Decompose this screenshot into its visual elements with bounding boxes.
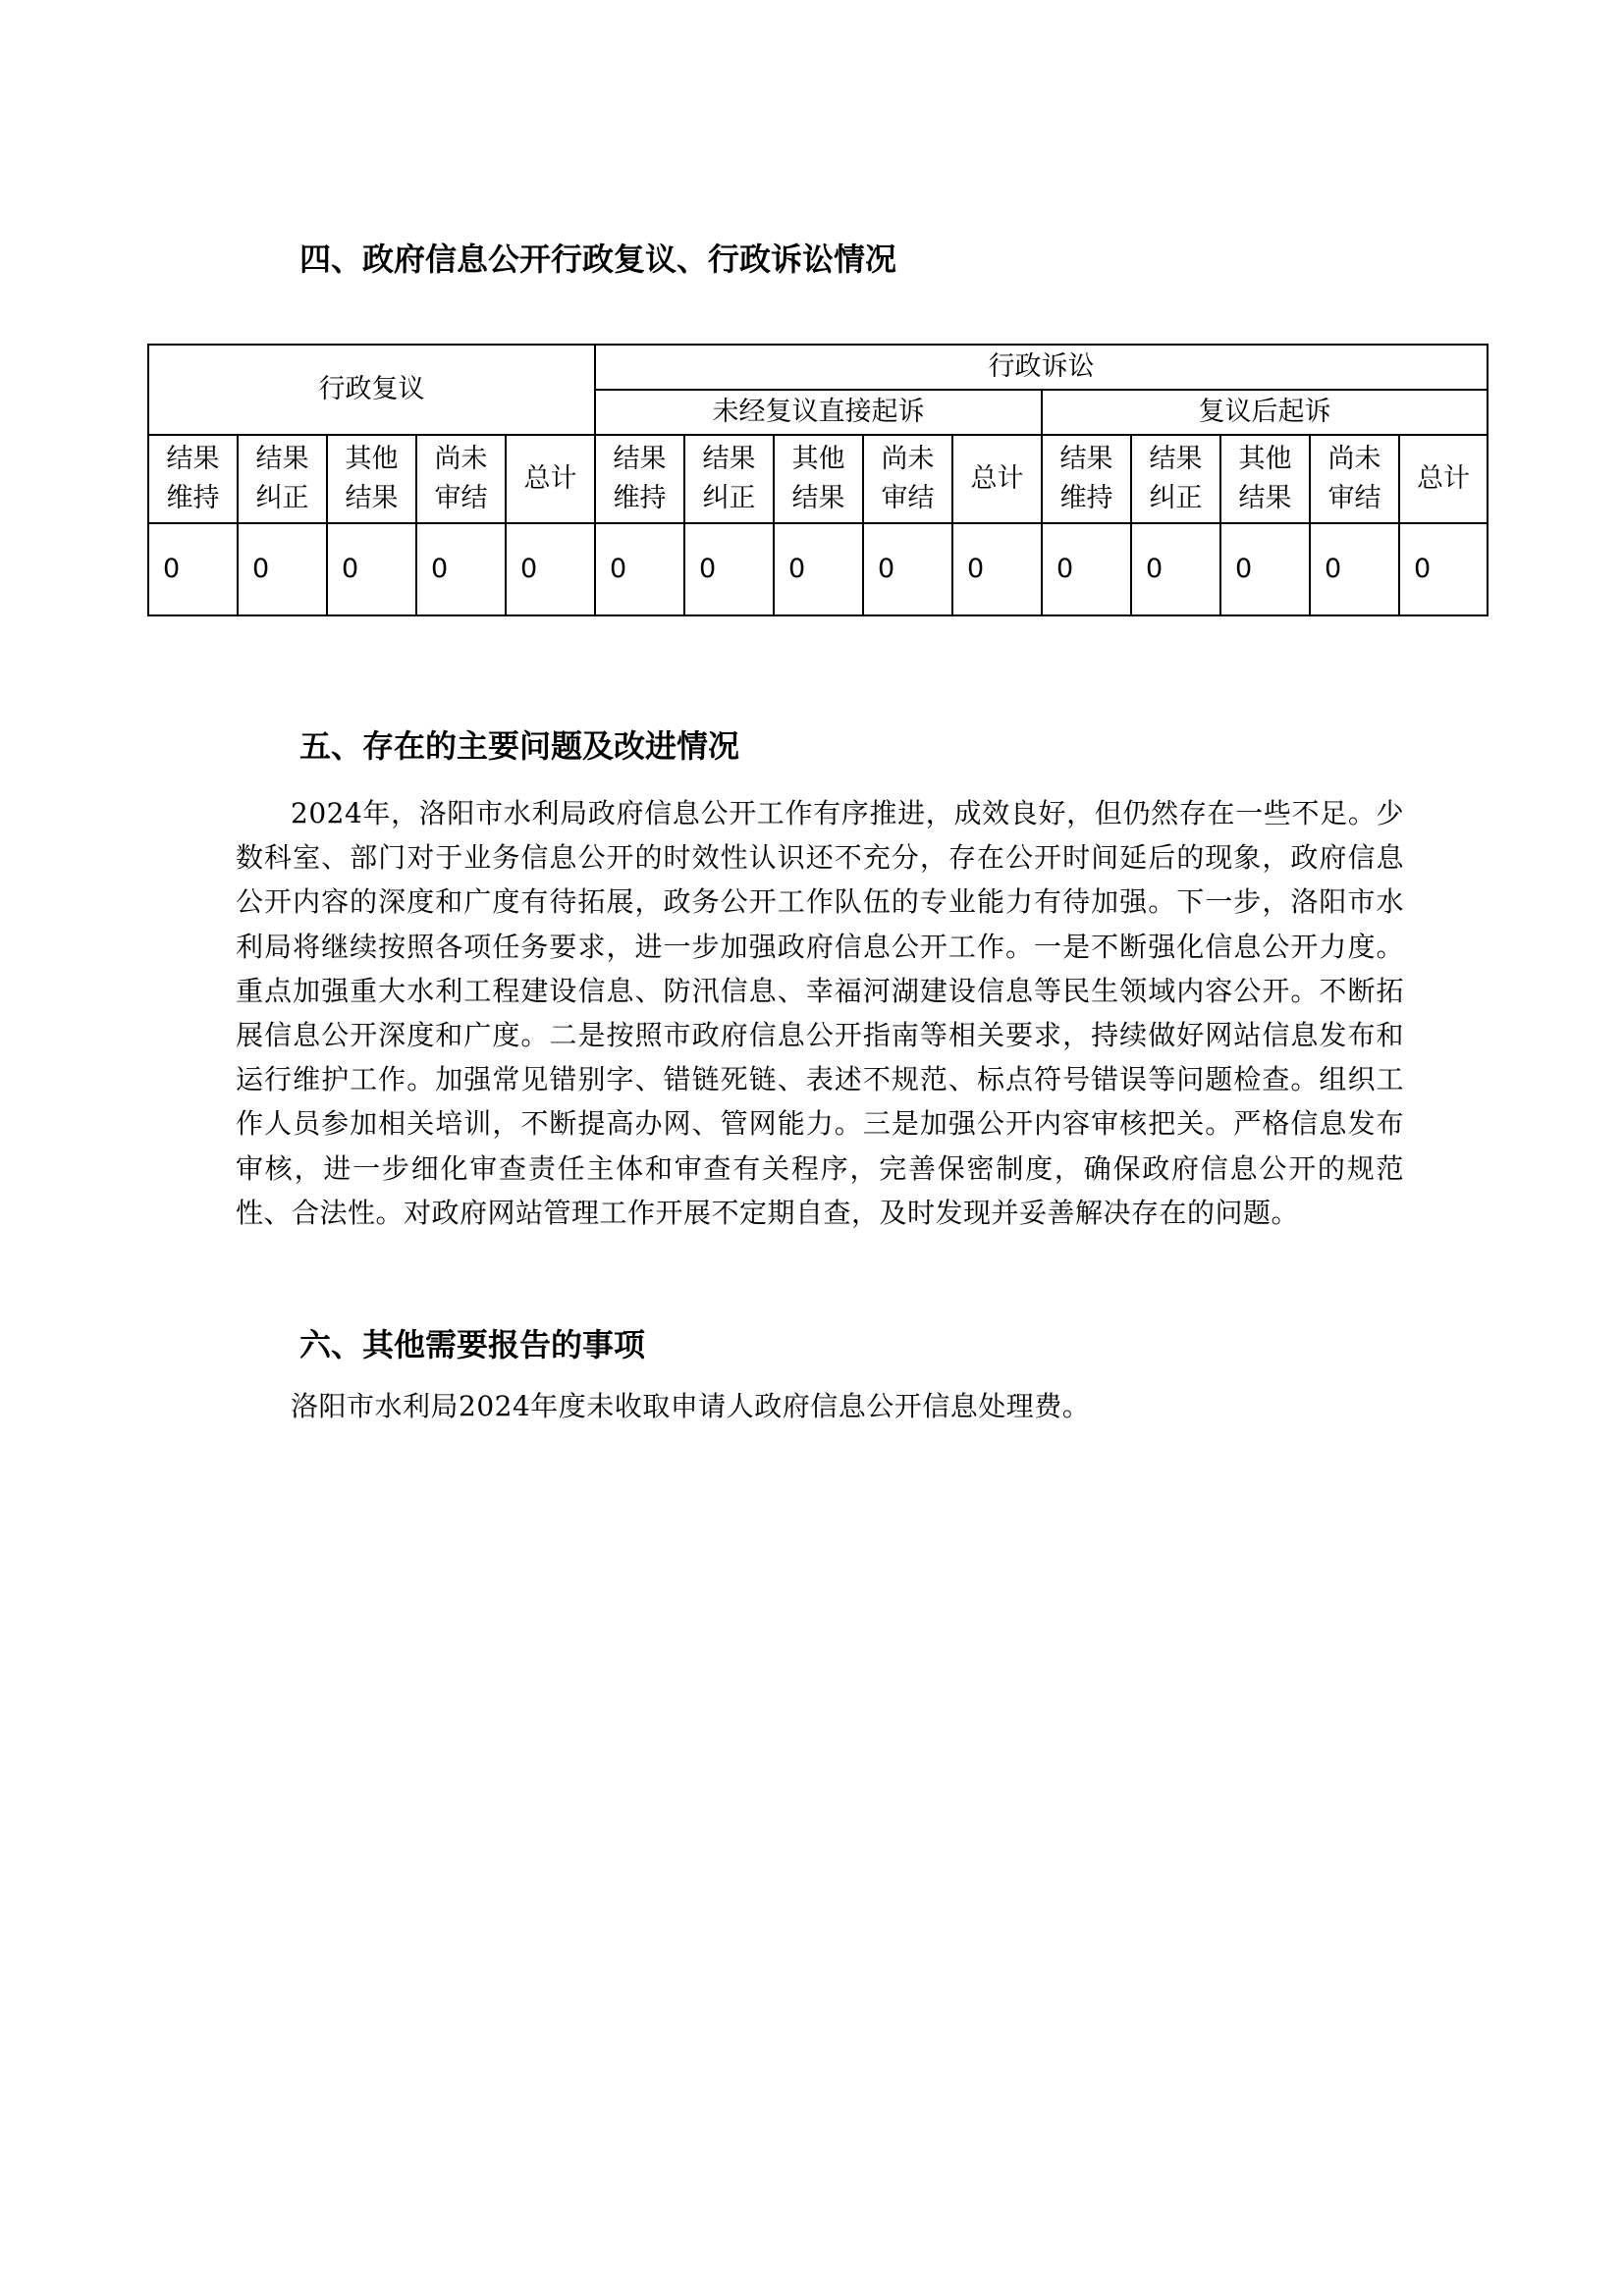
col-label-line: 结果 [702, 444, 756, 474]
col-label-line: 结果 [255, 444, 309, 474]
review-litigation-table [147, 344, 1489, 616]
after-review-col-pending [1310, 435, 1399, 523]
col-label-line: 维持 [613, 483, 667, 513]
table-cell: 0 [1310, 523, 1399, 615]
col-label-line: 尚未 [434, 444, 488, 474]
section-6-heading: 六、其他需要报告的事项 [299, 1326, 646, 1363]
direct-suit-col-pending [863, 435, 952, 523]
after-review-col-upheld [1042, 435, 1131, 523]
reconsideration-col-other [327, 435, 416, 523]
col-label-line: 纠正 [1149, 483, 1203, 513]
col-label-line: 纠正 [702, 483, 756, 513]
section-6-body: 洛阳市水利局2024年度未收取申请人政府信息公开信息处理费。 [291, 1390, 1091, 1422]
table-cell: 0 [595, 523, 684, 615]
table-cell: 0 [327, 523, 416, 615]
reconsideration-col-total [506, 435, 595, 523]
col-label-line: 维持 [166, 483, 220, 513]
reconsideration-group-header: 行政复议 [148, 345, 595, 435]
col-label-line: 其他 [1238, 444, 1292, 474]
litigation-group-header: 行政诉讼 [595, 345, 1488, 390]
col-label-line: 结果 [613, 444, 667, 474]
table-column-label-row [148, 435, 1488, 523]
col-label-line: 审结 [1327, 483, 1381, 513]
section-5-body: 2024年，洛阳市水利局政府信息公开工作有序推进，成效良好，但仍然存在一些不足。少数科室、部门对于业务信息公开的时效性认识还不充分，存在公开时间延后的现象，政府信息公开内容的深度和广度有待拓展，政务公开工作队伍的专业能力有待加强。下一步，洛阳市水利局将继续按照各项任务要求，进一步加强政府信息公开工作。一是不断强化信息公开力度。重点加强重大水利工程建设信息、防汛信息、幸福河湖建设信息等民生领域内容公开。不断拓展信息公开深度和广度。二是按照市政府信息公开指南等相关要求，持续做好网站信息发布和运行维护工作。加强常见错别字、错链死链、表述不规范、标点符号错误等问题检查。组织工作人员参加相关培训，不断提高办网、管网能力。三是加强公开内容审核把关。严格信息发布审核，进一步细化审查责任主体和审查有关程序，完善保密制度，确保政府信息公开的规范性、合法性。对政府网站管理工作开展不定期自查，及时发现并妥善解决存在的问题。 [236, 797, 1404, 1229]
after-review-col-total [1399, 435, 1488, 523]
direct-suit-col-total [952, 435, 1042, 523]
table-cell: 0 [506, 523, 595, 615]
col-label-line: 尚未 [1327, 444, 1381, 474]
direct-suit-col-corrected [684, 435, 774, 523]
table-cell: 0 [1042, 523, 1131, 615]
table-cell: 0 [416, 523, 506, 615]
after-review-col-other [1220, 435, 1310, 523]
reconsideration-col-pending [416, 435, 506, 523]
after-review-col-corrected [1131, 435, 1220, 523]
table-cell: 0 [774, 523, 863, 615]
col-label-line: 总计 [1417, 463, 1470, 494]
col-label-line: 结果 [791, 483, 845, 513]
reconsideration-col-corrected [238, 435, 327, 523]
table-cell: 0 [952, 523, 1042, 615]
table-row [148, 523, 1488, 615]
col-label-line: 尚未 [881, 444, 935, 474]
table-cell: 0 [1399, 523, 1488, 615]
col-label-line: 其他 [791, 444, 845, 474]
table-cell: 0 [238, 523, 327, 615]
col-label-line: 结果 [166, 444, 220, 474]
table-cell: 0 [684, 523, 774, 615]
table-cell: 0 [1131, 523, 1220, 615]
table-header-row-1 [148, 345, 1488, 390]
col-label-line: 其他 [345, 444, 399, 474]
section-5-heading: 五、存在的主要问题及改进情况 [299, 727, 740, 765]
direct-suit-col-upheld [595, 435, 684, 523]
section-4-heading: 四、政府信息公开行政复议、行政诉讼情况 [299, 240, 897, 278]
table-cell: 0 [148, 523, 238, 615]
col-label-line: 总计 [523, 463, 577, 494]
reconsideration-col-upheld [148, 435, 238, 523]
col-label-line: 总计 [970, 463, 1024, 494]
direct-suit-col-other [774, 435, 863, 523]
col-label-line: 结果 [1059, 444, 1113, 474]
table-cell: 0 [863, 523, 952, 615]
after-review-suit-subheader: 复议后起诉 [1042, 390, 1488, 435]
col-label-line: 维持 [1059, 483, 1113, 513]
table-cell: 0 [1220, 523, 1310, 615]
col-label-line: 结果 [1149, 444, 1203, 474]
col-label-line: 结果 [1238, 483, 1292, 513]
col-label-line: 结果 [345, 483, 399, 513]
col-label-line: 审结 [881, 483, 935, 513]
col-label-line: 纠正 [255, 483, 309, 513]
col-label-line: 审结 [434, 483, 488, 513]
direct-suit-subheader: 未经复议直接起诉 [595, 390, 1042, 435]
